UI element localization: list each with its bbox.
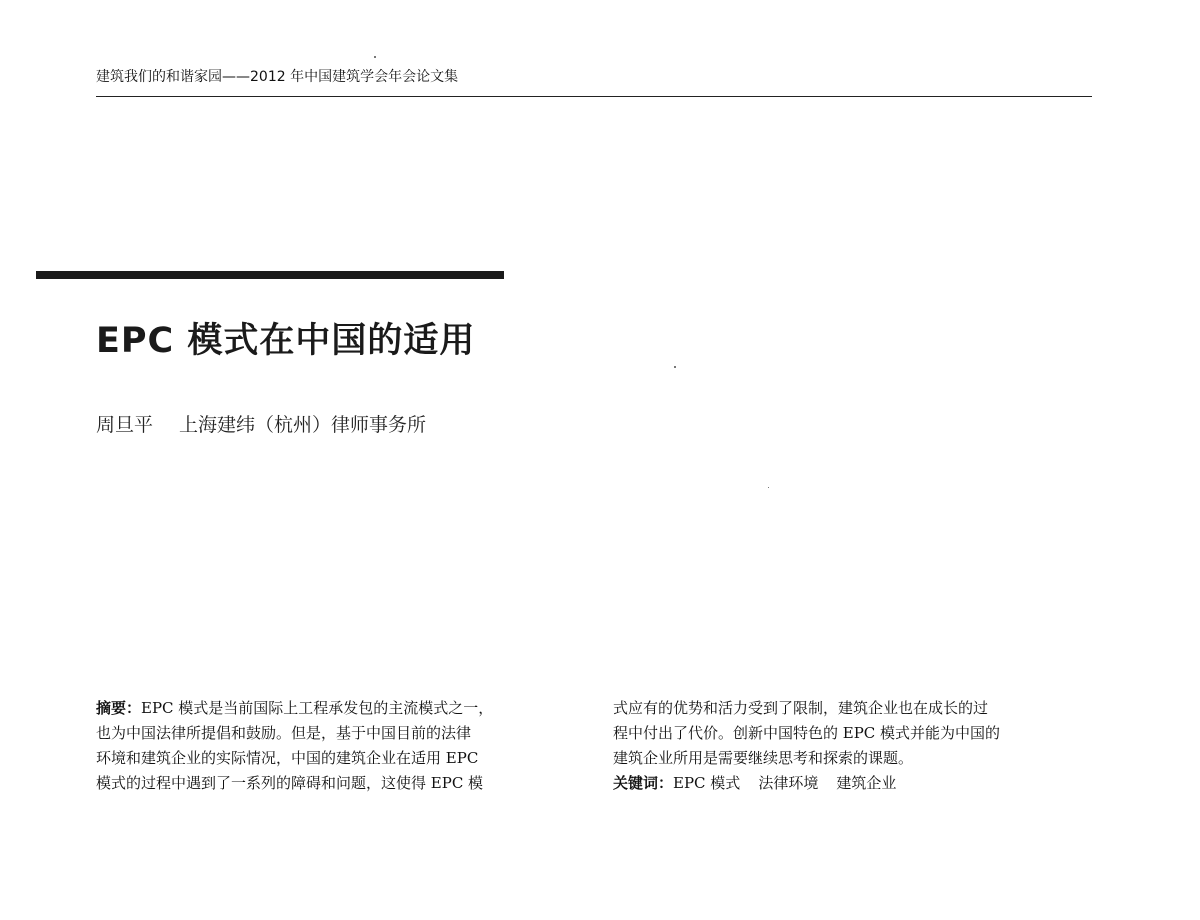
abstract-line: 也为中国法律所提倡和鼓励。但是，基于中国目前的法律 xyxy=(96,724,472,742)
keywords-label: 关键词： xyxy=(613,774,674,792)
byline xyxy=(96,410,426,437)
running-header: 建筑我们的和谐家园——2012 年中国建筑学会年会论文集 xyxy=(96,69,459,85)
title-bar xyxy=(36,271,504,279)
article-title: EPC 模式在中国的适用 xyxy=(96,321,476,361)
author-name: 周旦平 xyxy=(96,414,154,436)
abstract-line: 环境和建筑企业的实际情况，中国的建筑企业在适用 EPC xyxy=(96,749,479,767)
abstract-right-column xyxy=(613,696,1103,796)
abstract-left-column xyxy=(96,696,586,796)
keyword: 建筑企业 xyxy=(836,774,897,792)
abstract-label: 摘要： xyxy=(96,699,142,717)
keywords-line xyxy=(613,771,1103,796)
scan-speck xyxy=(768,487,769,488)
abstract-text: EPC 模式是当前国际上工程承发包的主流模式之一， xyxy=(141,699,494,717)
keyword: 法律环境 xyxy=(758,774,819,792)
abstract-line: 模式的过程中遇到了一系列的障碍和问题，这使得 EPC 模 xyxy=(96,774,484,792)
abstract-line: 程中付出了代价。创新中国特色的 EPC 模式并能为中国的 xyxy=(613,724,1001,742)
abstract-line: 建筑企业所用是需要继续思考和探索的课题。 xyxy=(613,749,914,767)
abstract-line xyxy=(96,696,586,721)
keyword: EPC 模式 xyxy=(673,774,741,792)
scan-speck xyxy=(374,56,376,58)
header-rule xyxy=(96,96,1092,97)
author-affiliation: 上海建纬（杭州）律师事务所 xyxy=(179,414,427,436)
abstract-line: 式应有的优势和活力受到了限制，建筑企业也在成长的过 xyxy=(613,699,989,717)
scan-speck xyxy=(674,366,676,368)
